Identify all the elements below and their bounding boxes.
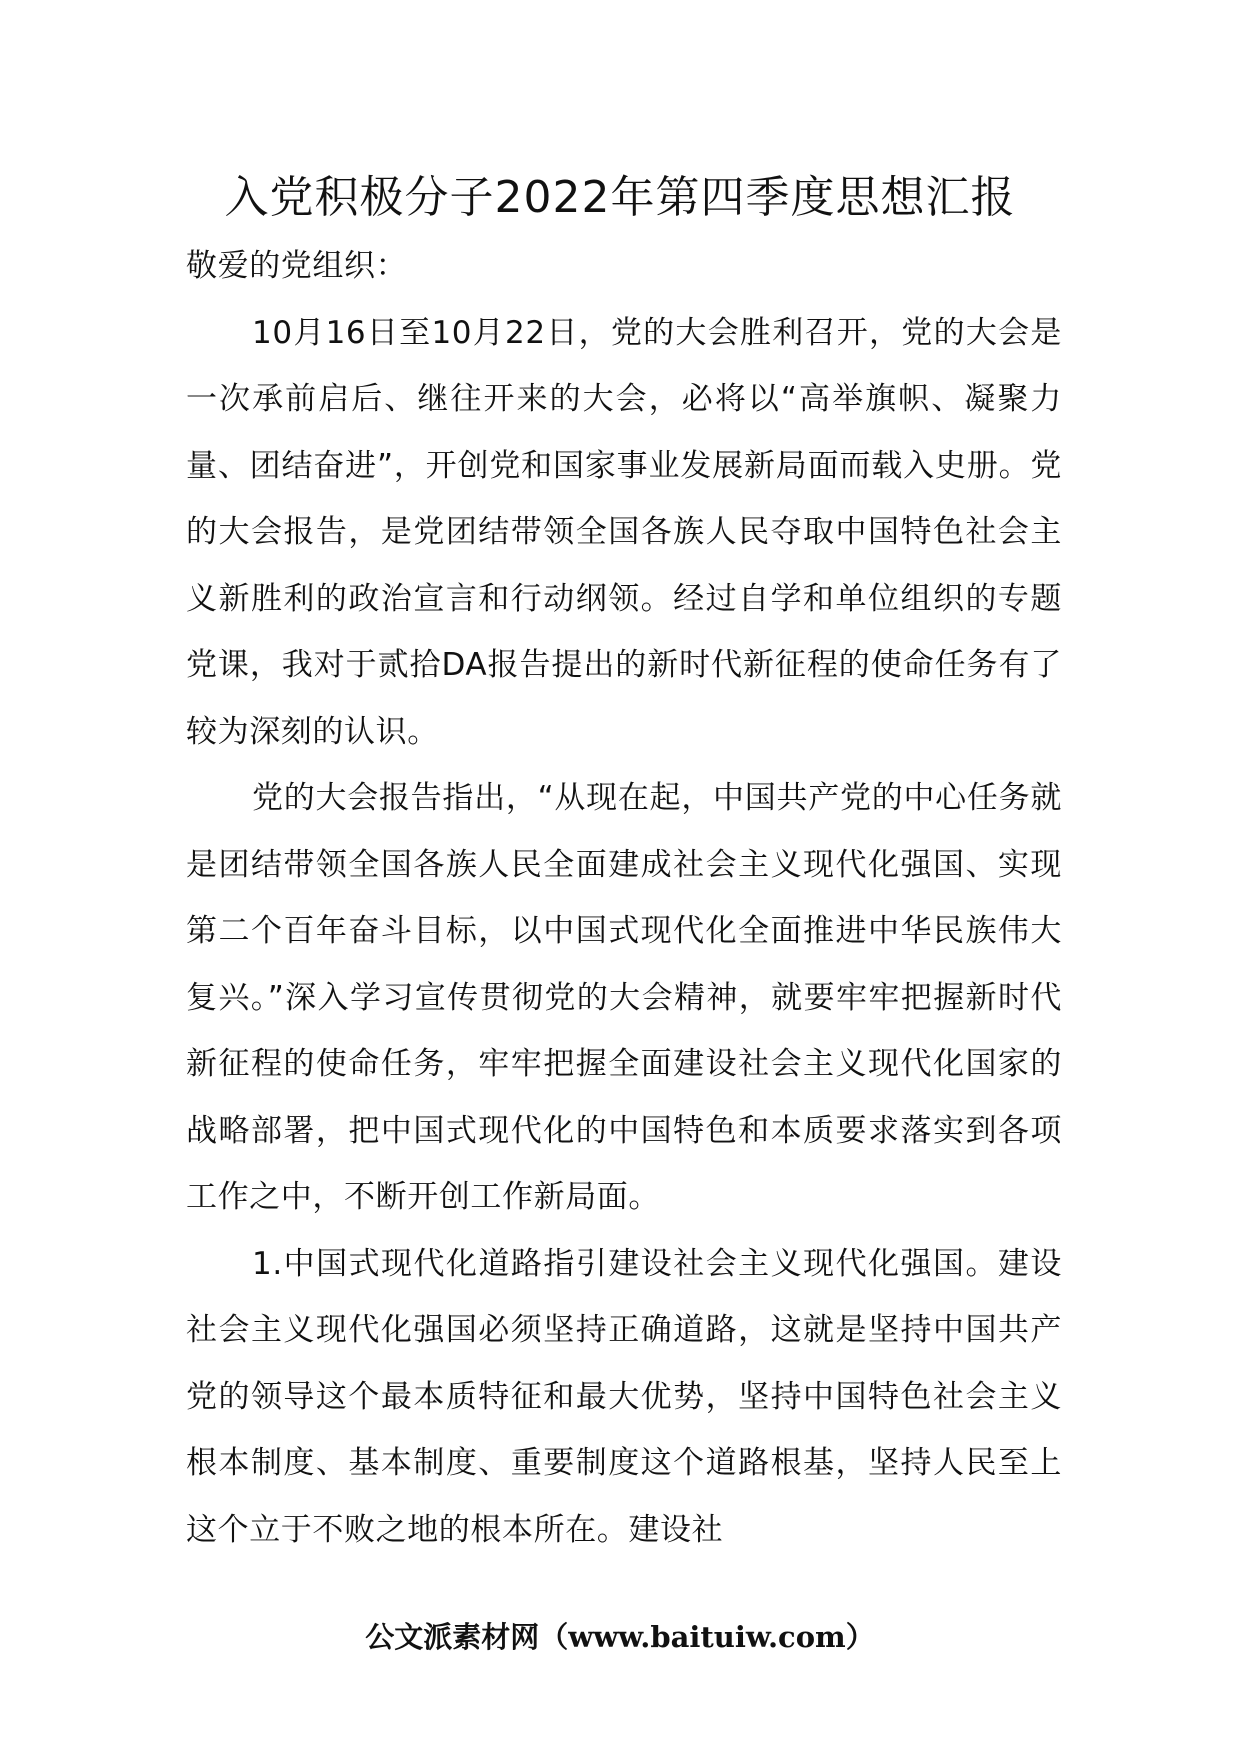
- body-paragraph-2: 党的大会报告指出，“从现在起，中国共产党的中心任务就是团结带领全国各族人民全面建成社会主义现代化强国、实现第二个百年奋斗目标，以中国式现代化全面推进中华民族伟大复兴。”深入学习宣传贯彻党的大会精神，就要牢牢把握新时代新征程的使命任务，牢牢把握全面建设社会主义现代化国家的战略部署，把中国式现代化的中国特色和本质要求落实到各项工作之中，不断开创工作新局面。: [186, 780, 1062, 1215]
- salutation: 敬爱的党组织：: [186, 248, 408, 284]
- footer-source-text: 公文派素材网（www.baituiw.com）: [365, 1620, 875, 1654]
- body-paragraph-1: 10月16日至10月22日，党的大会胜利召开，党的大会是一次承前启后、继往开来的大会，必将以“高举旗帜、凝聚力量、团结奋进”，开创党和国家事业发展新局面而载入史册。党的大会报告，是党团结带领全国各族人民夺取中国特色社会主义新胜利的政治宣言和行动纲领。经过自学和单位组织的专题党课，我对于贰拾DA报告提出的新时代新征程的使命任务有了较为深刻的认识。: [186, 314, 1062, 750]
- body-paragraph-3: 1.中国式现代化道路指引建设社会主义现代化强国。建设社会主义现代化强国必须坚持正确道路，这就是坚持中国共产党的领导这个最本质特征和最大优势，坚持中国特色社会主义根本制度、基本制度、重要制度这个道路根基，坚持人民至上这个立于不败之地的根本所在。建设社: [186, 1245, 1062, 1548]
- document-title: 入党积极分子2022年第四季度思想汇报: [224, 172, 1016, 223]
- document-body: [186, 233, 1062, 1563]
